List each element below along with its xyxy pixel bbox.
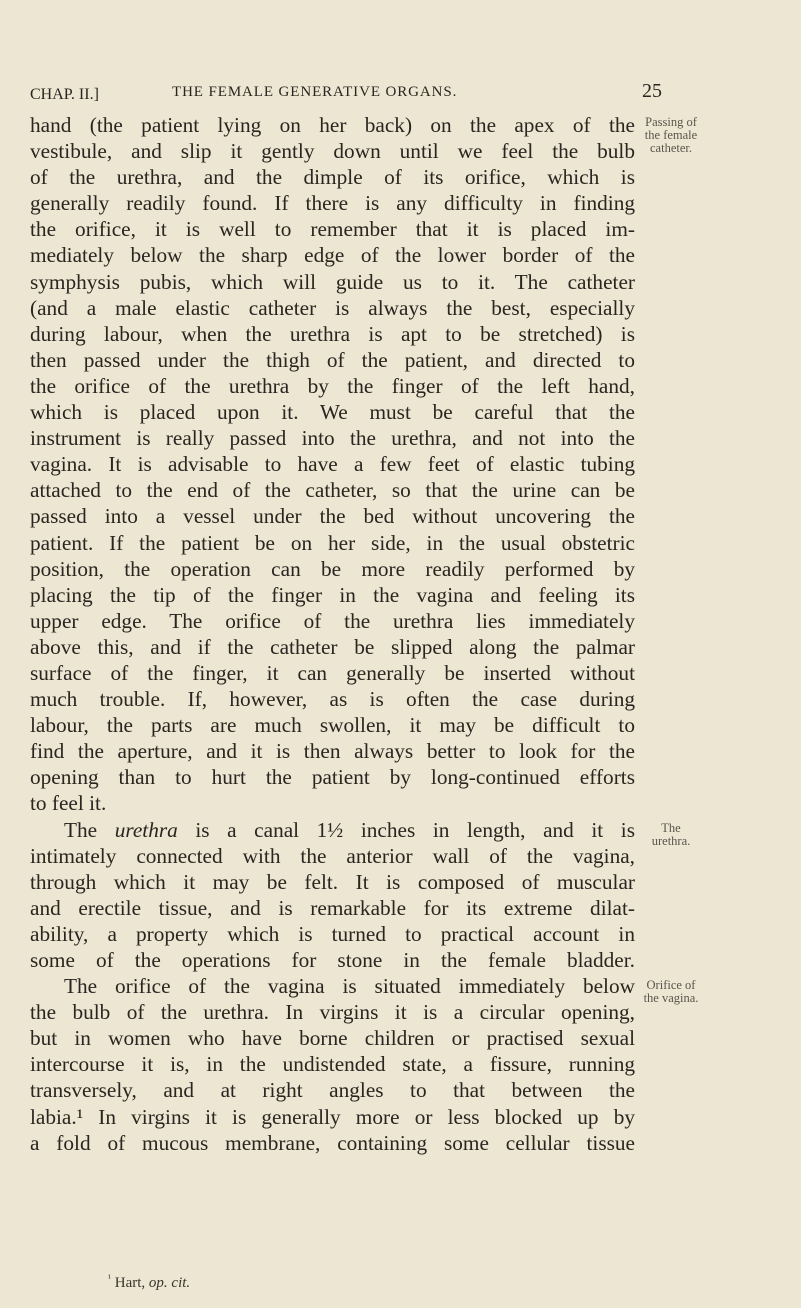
text-line: hand (the patient lying on her back) on the apex of the bbox=[30, 113, 635, 137]
body-text bbox=[30, 112, 635, 1156]
text-line: some of the operations for stone in the female bladder. bbox=[30, 948, 635, 972]
text-line: the orifice of the urethra by the finger of the left hand, bbox=[30, 373, 635, 398]
margin-note-line: Passing of bbox=[645, 115, 697, 129]
text-line: labia.¹ In virgins it is generally more or less blocked up by bbox=[30, 1104, 635, 1129]
text-line: transversely, and at right angles to that between the bbox=[30, 1078, 635, 1103]
text-line: patient. If the patient be on her side, in the usual obstetric bbox=[30, 530, 635, 555]
text-line: mediately below the sharp edge of the lower border of the bbox=[30, 243, 635, 268]
text-line: upper edge. The orifice of the urethra lies immediately bbox=[30, 608, 635, 633]
text-line: attached to the end of the catheter, so that the urine can be bbox=[30, 478, 635, 503]
text-line: the orifice, it is well to remember that it is placed im- bbox=[30, 217, 635, 242]
margin-note-line: The bbox=[661, 821, 681, 835]
text-line: then passed under the thigh of the patient, and directed to bbox=[30, 347, 635, 372]
text-line: during labour, when the urethra is apt to be stretched) is bbox=[30, 321, 635, 346]
text-fragment: is a canal 1½ inches in length, and it is bbox=[177, 817, 636, 842]
margin-note-line: the vagina. bbox=[643, 991, 699, 1005]
margin-note-passing-catheter bbox=[641, 116, 791, 155]
running-header bbox=[30, 80, 660, 108]
text-line bbox=[30, 817, 635, 843]
text-line: The orifice of the vagina is situated immediately below bbox=[64, 974, 635, 999]
text-line: of the urethra, and the dimple of its orifice, which is bbox=[30, 165, 635, 190]
text-line: vagina. It is advisable to have a few feet of elastic tubing bbox=[30, 452, 635, 477]
chapter-label: CHAP. II.] bbox=[30, 86, 99, 103]
footnote-source: Hart, bbox=[114, 1275, 149, 1291]
text-line: the bulb of the urethra. In virgins it is a circular opening, bbox=[30, 1000, 635, 1025]
margin-note-orifice-vagina bbox=[641, 979, 791, 1005]
text-line: surface of the finger, it can generally be inserted without bbox=[30, 660, 635, 685]
text-fragment: The bbox=[64, 817, 115, 842]
footnote bbox=[108, 1273, 190, 1292]
text-line: opening than to hurt the patient by long-continued efforts bbox=[30, 765, 635, 790]
text-line: labour, the parts are much swollen, it may be difficult to bbox=[30, 713, 635, 738]
text-line: through which it may be felt. It is composed of muscular bbox=[30, 869, 635, 894]
text-line: position, the operation can be more readily performed by bbox=[30, 556, 635, 581]
text-line: ability, a property which is turned to practical account in bbox=[30, 921, 635, 946]
page-number: 25 bbox=[642, 80, 662, 102]
footnote-mark: ¹ bbox=[108, 1273, 111, 1284]
text-line: instrument is really passed into the urethra, and not into the bbox=[30, 426, 635, 451]
margin-note-line: Orifice of bbox=[646, 978, 696, 992]
text-line: but in women who have borne children or practised sexual bbox=[30, 1026, 635, 1051]
text-line: a fold of mucous membrane, containing some cellular tissue bbox=[30, 1130, 635, 1155]
text-line: placing the tip of the finger in the vagina and feeling its bbox=[30, 582, 635, 607]
text-line: which is placed upon it. We must be careful that the bbox=[30, 400, 635, 425]
text-line: to feel it. bbox=[30, 791, 107, 816]
text-line: symphysis pubis, which will guide us to it. The catheter bbox=[30, 269, 635, 294]
text-line: (and a male elastic catheter is always the best, especially bbox=[30, 295, 635, 320]
italic-term: urethra bbox=[114, 817, 178, 842]
text-line: and erectile tissue, and is remarkable for its extreme dilat- bbox=[30, 895, 635, 920]
text-line: passed into a vessel under the bed without uncovering the bbox=[30, 504, 635, 529]
text-line: much trouble. If, however, as is often the case during bbox=[30, 687, 635, 712]
text-line: intimately connected with the anterior wall of the vagina, bbox=[30, 843, 635, 868]
margin-note-line: urethra. bbox=[651, 834, 691, 848]
text-line: vestibule, and slip it gently down until we feel the bulb bbox=[30, 139, 635, 164]
running-title: THE FEMALE GENERATIVE ORGANS. bbox=[172, 84, 458, 100]
text-line: above this, and if the catheter be slipped along the palmar bbox=[30, 634, 635, 659]
footnote-citation: op. cit. bbox=[148, 1275, 191, 1291]
text-line: intercourse it is, in the undistended state, a fissure, running bbox=[30, 1052, 635, 1077]
margin-note-line: the female bbox=[644, 128, 698, 142]
margin-note-urethra bbox=[641, 822, 791, 848]
text-line: generally readily found. If there is any difficulty in finding bbox=[30, 191, 635, 216]
margin-note-line: catheter. bbox=[650, 141, 692, 155]
text-line: find the aperture, and it is then always better to look for the bbox=[30, 739, 635, 764]
